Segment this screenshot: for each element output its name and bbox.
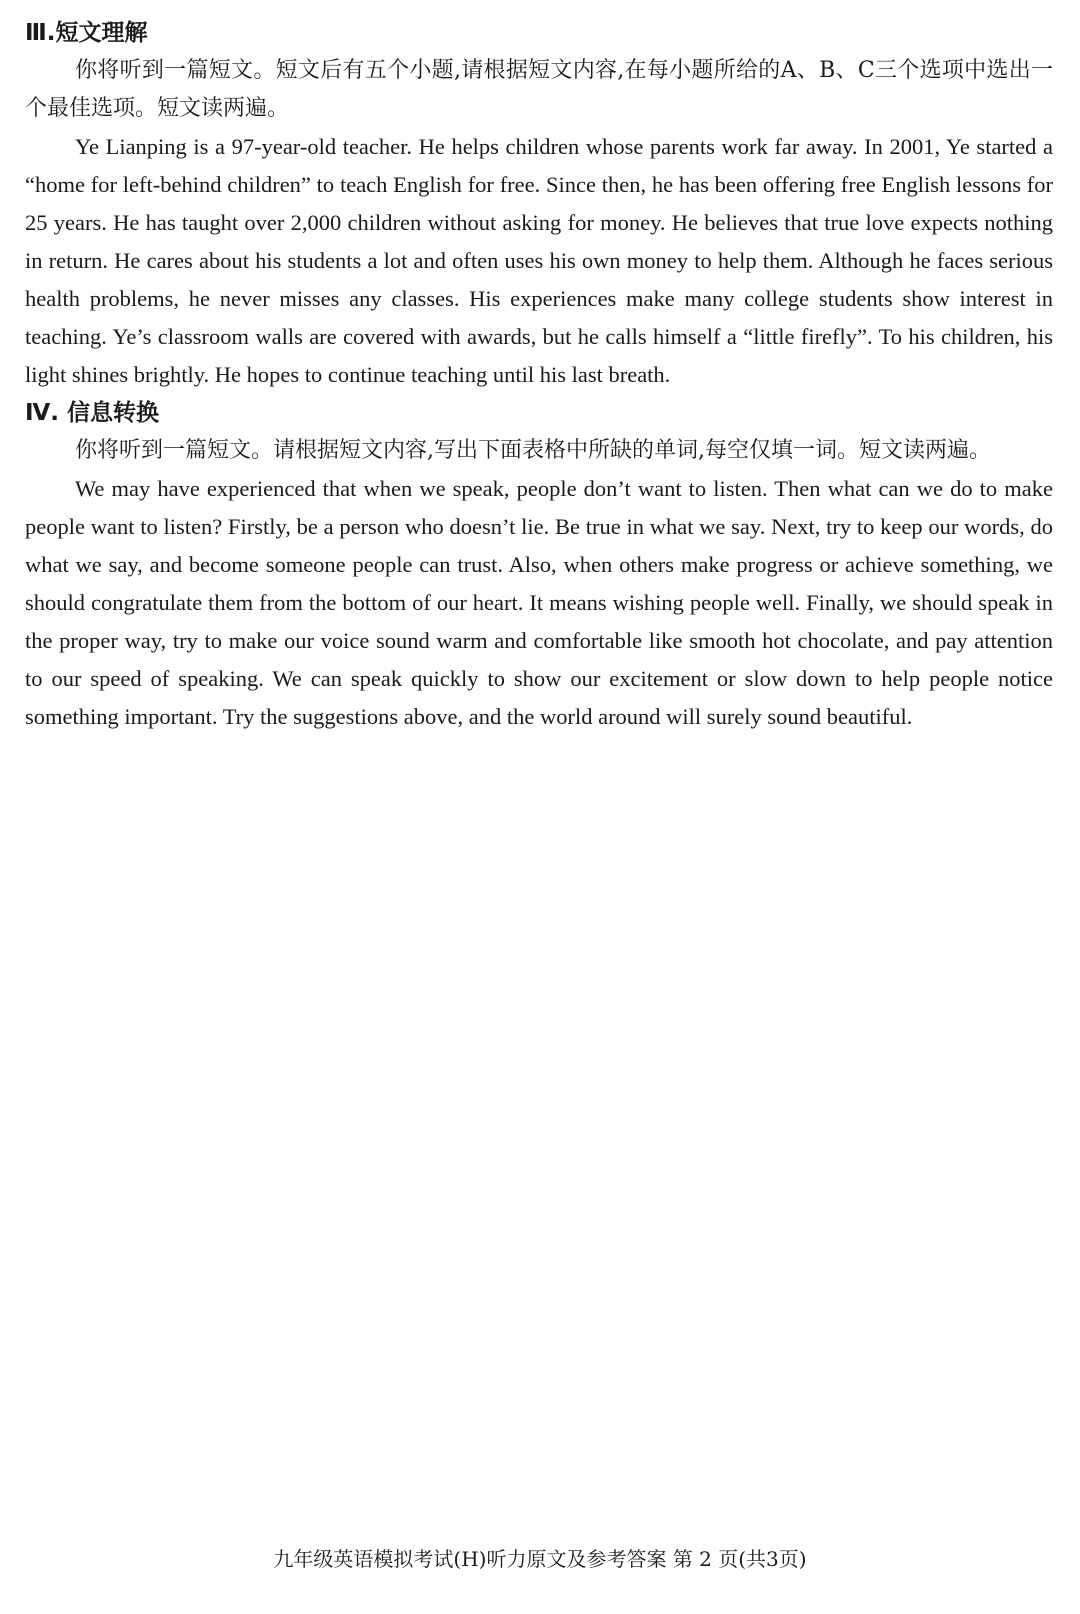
section-3-passage: Ye Lianping is a 97-year-old teacher. He helps children whose parents work far away. In 2001, Ye started a “home for left-behind children” to teach English for free. Since then, he has been offering free English lessons for 25 years. He has taught over 2,000 children without asking for money. He believes that true love expects nothing in return. He cares about his students a lot and often uses his own money to help them. Although he faces serious health problems, he never misses any classes. His experiences make many college students show interest in teaching. Ye’s classroom walls are covered with awards, but he calls himself a “little firefly”. To his children, his light shines brightly. He hopes to continue teaching until his last breath. — [25, 134, 1053, 387]
section-3-heading: Ⅲ.短文理解 — [25, 20, 148, 46]
section-4-instruction: 你将听到一篇短文。请根据短文内容,写出下面表格中所缺的单词,每空仅填一词。短文读两遍。 — [75, 438, 991, 463]
section-3 — [25, 14, 1053, 394]
section-4-passage: We may have experienced that when we speak, people don’t want to listen. Then what can we do to make people want to listen? Firstly, be a person who doesn’t lie. Be true in what we say. Next, try to keep our words, do what we say, and become someone people can trust. Also, when others make progress or achieve something, we should congratulate them from the bottom of our heart. It means wishing people well. Finally, we should speak in the proper way, try to make our voice sound warm and comfortable like smooth hot chocolate, and pay attention to our speed of speaking. We can speak quickly to show our excitement or slow down to help people notice something important. Try the suggestions above, and the world around will surely sound beautiful. — [25, 476, 1053, 729]
page-content — [25, 14, 1053, 736]
section-3-instruction: 你将听到一篇短文。短文后有五个小题,请根据短文内容,在每小题所给的A、B、C三个选项中选出一个最佳选项。短文读两遍。 — [25, 58, 1053, 121]
page-footer: 九年级英语模拟考试(H)听力原文及参考答案 第 2 页(共3页) — [273, 1547, 807, 1571]
section-4-heading: Ⅳ. 信息转换 — [25, 400, 160, 426]
section-4 — [25, 394, 1053, 736]
